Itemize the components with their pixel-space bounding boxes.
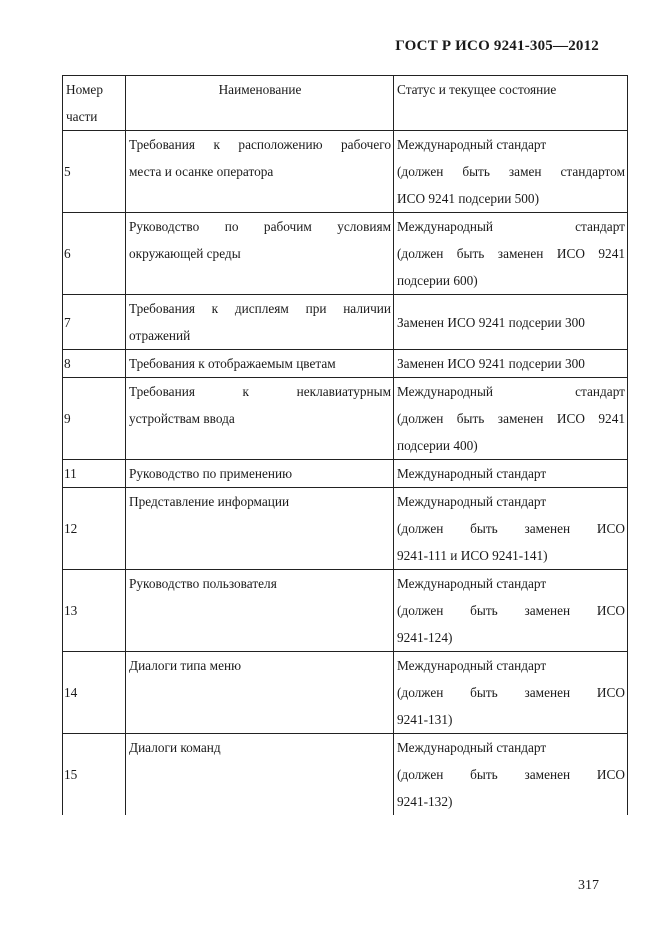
status-cell: Заменен ИСО 9241 подсерии 300 (394, 295, 628, 350)
part-name-line: окружающей среды (129, 246, 241, 261)
status-line: Международный стандарт (397, 137, 547, 152)
part-name-line: устройствам ввода (129, 411, 235, 426)
table-row (63, 378, 628, 460)
part-number-cell: 15 (63, 734, 126, 816)
status-line: Международный стандарт (397, 576, 547, 591)
status-cell (394, 734, 628, 816)
part-number-cell: 5 (63, 131, 126, 213)
column-header-number (63, 76, 126, 131)
column-header-status: Статус и текущее состояние (394, 76, 628, 131)
status-cell: Международный стандарт (394, 460, 628, 488)
status-line: (должен быть заменен ИСО 9241 (397, 411, 625, 426)
status-line: (должен быть заменен ИСО (397, 767, 625, 782)
standards-table (62, 75, 628, 815)
status-line: (должен быть заменен ИСО (397, 521, 625, 536)
part-name-cell (126, 295, 394, 350)
column-header-name: Наименование (126, 76, 394, 131)
status-line: (должен быть заменен ИСО (397, 685, 625, 700)
table-row (63, 350, 628, 378)
status-line: ИСО 9241 подсерии 500) (397, 191, 540, 206)
status-cell (394, 570, 628, 652)
part-name-cell (126, 213, 394, 295)
part-name-cell: Диалоги типа меню (126, 652, 394, 734)
part-name-line: Требования к дисплеям при наличии (129, 301, 391, 316)
part-name-cell: Диалоги команд (126, 734, 394, 816)
part-name-cell: Руководство по применению (126, 460, 394, 488)
table-row (63, 488, 628, 570)
status-line: Международный стандарт (397, 494, 547, 509)
status-cell (394, 652, 628, 734)
part-name-line: Руководство по рабочим условиям (129, 219, 391, 234)
status-cell (394, 378, 628, 460)
status-line: 9241-124) (397, 630, 453, 645)
part-number-cell: 11 (63, 460, 126, 488)
part-name-line: отражений (129, 328, 191, 343)
document-header-title: ГОСТ Р ИСО 9241-305—2012 (395, 38, 599, 54)
status-line: Международный стандарт (397, 219, 625, 234)
part-name-cell (126, 131, 394, 213)
status-line: Международный стандарт (397, 658, 547, 673)
table-row (63, 460, 628, 488)
table-row (63, 652, 628, 734)
part-number-cell: 12 (63, 488, 126, 570)
table-row (63, 570, 628, 652)
status-line: подсерии 600) (397, 273, 478, 288)
column-header-number-line2: части (66, 109, 98, 124)
part-name-cell: Руководство пользователя (126, 570, 394, 652)
table-row (63, 734, 628, 816)
part-number-cell: 9 (63, 378, 126, 460)
part-name-cell (126, 378, 394, 460)
part-name-line: Требования к неклавиатурным (129, 384, 391, 399)
page-number: 317 (578, 878, 599, 893)
table-row (63, 213, 628, 295)
part-name-cell: Требования к отображаемым цветам (126, 350, 394, 378)
part-name-line: места и осанке оператора (129, 164, 274, 179)
part-number-cell: 6 (63, 213, 126, 295)
status-cell: Заменен ИСО 9241 подсерии 300 (394, 350, 628, 378)
status-line: 9241-131) (397, 712, 453, 727)
status-line: (должен быть заменен ИСО 9241 (397, 246, 625, 261)
standards-table-container (62, 75, 627, 815)
part-number-cell: 8 (63, 350, 126, 378)
table-row (63, 295, 628, 350)
table-row (63, 131, 628, 213)
part-number-cell: 13 (63, 570, 126, 652)
part-name-cell: Представление информации (126, 488, 394, 570)
column-header-number-line1: Номер (66, 82, 103, 97)
status-line: 9241-132) (397, 794, 453, 809)
status-cell (394, 131, 628, 213)
status-cell (394, 488, 628, 570)
status-line: (должен быть заменен ИСО (397, 603, 625, 618)
part-number-cell: 14 (63, 652, 126, 734)
status-line: (должен быть замен стандартом (397, 164, 625, 179)
table-header-row (63, 76, 628, 131)
status-line: Международный стандарт (397, 384, 625, 399)
status-line: 9241-111 и ИСО 9241-141) (397, 548, 548, 563)
status-line: подсерии 400) (397, 438, 478, 453)
status-cell (394, 213, 628, 295)
part-name-line: Требования к расположению рабочего (129, 137, 391, 152)
part-number-cell: 7 (63, 295, 126, 350)
status-line: Международный стандарт (397, 740, 547, 755)
